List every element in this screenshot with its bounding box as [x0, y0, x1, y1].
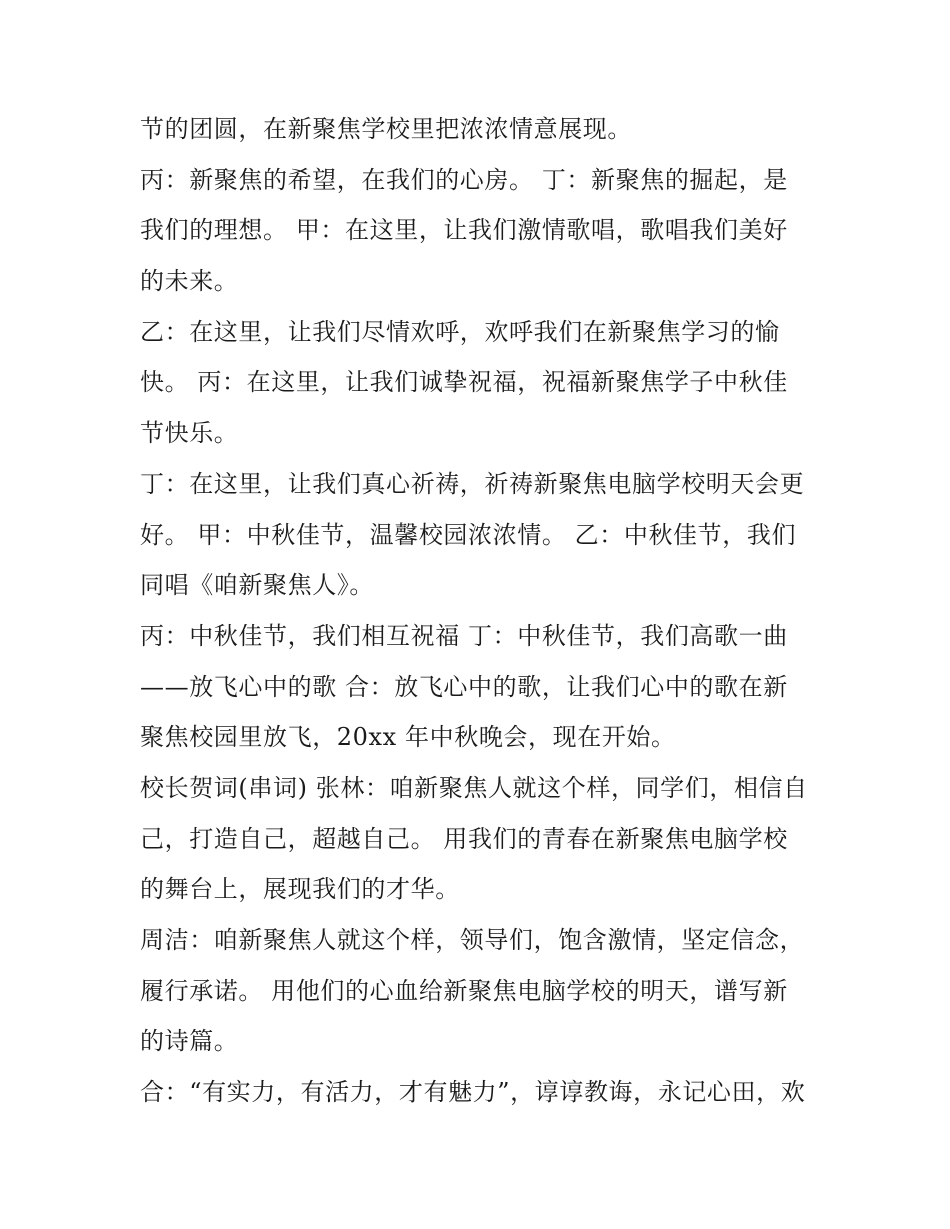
text-line: 的舞台上，展现我们的才华。	[140, 875, 460, 904]
text-line: 校长贺词(串词) 张林：咱新聚焦人就这个样，同学们，相信自	[140, 773, 808, 802]
text-line: 己，打造自己，超越自己。 用我们的青春在新聚焦电脑学校	[140, 824, 788, 853]
text-line: 聚焦校园里放飞，20xx 年中秋晚会，现在开始。	[140, 723, 676, 752]
text-line: ——放飞心中的歌 合：放飞心中的歌，让我们心中的歌在新	[140, 672, 788, 701]
text-line: 同唱《咱新聚焦人》。	[140, 571, 374, 600]
text-line: 丁：在这里，让我们真心祈祷，祈祷新聚焦电脑学校明天会更	[140, 469, 805, 498]
text-line: 我们的理想。 甲：在这里，让我们激情歌唱，歌唱我们美好	[140, 216, 788, 245]
text-line: 节的团圆，在新聚焦学校里把浓浓情意展现。	[140, 115, 632, 143]
text-line: 好。 甲：中秋佳节，温馨校园浓浓情。 乙：中秋佳节，我们	[140, 520, 797, 549]
text-line: 丙：中秋佳节，我们相互祝福 丁：中秋佳节，我们高歌一曲	[140, 621, 788, 650]
document-body	[140, 104, 830, 1118]
text-line: 丙：新聚焦的希望，在我们的心房。 丁：新聚焦的掘起，是	[140, 165, 788, 194]
text-line: 履行承诺。 用他们的心血给新聚焦电脑学校的明天，谱写新	[140, 976, 788, 1005]
text-line: 的诗篇。	[140, 1027, 239, 1056]
text-line: 节快乐。	[140, 419, 239, 448]
text-line: 周洁：咱新聚焦人就这个样，领导们，饱含激情，坚定信念，	[140, 926, 805, 954]
text-line: 乙：在这里，让我们尽情欢呼，欢呼我们在新聚焦学习的愉	[140, 317, 780, 346]
text-line: 快。 丙：在这里，让我们诚挚祝福，祝福新聚焦学子中秋佳	[140, 368, 788, 397]
text-line: 的未来。	[140, 267, 239, 296]
text-line: 合：“有实力，有活力，才有魅力”，谆谆教诲，永记心田，欢	[140, 1078, 806, 1107]
